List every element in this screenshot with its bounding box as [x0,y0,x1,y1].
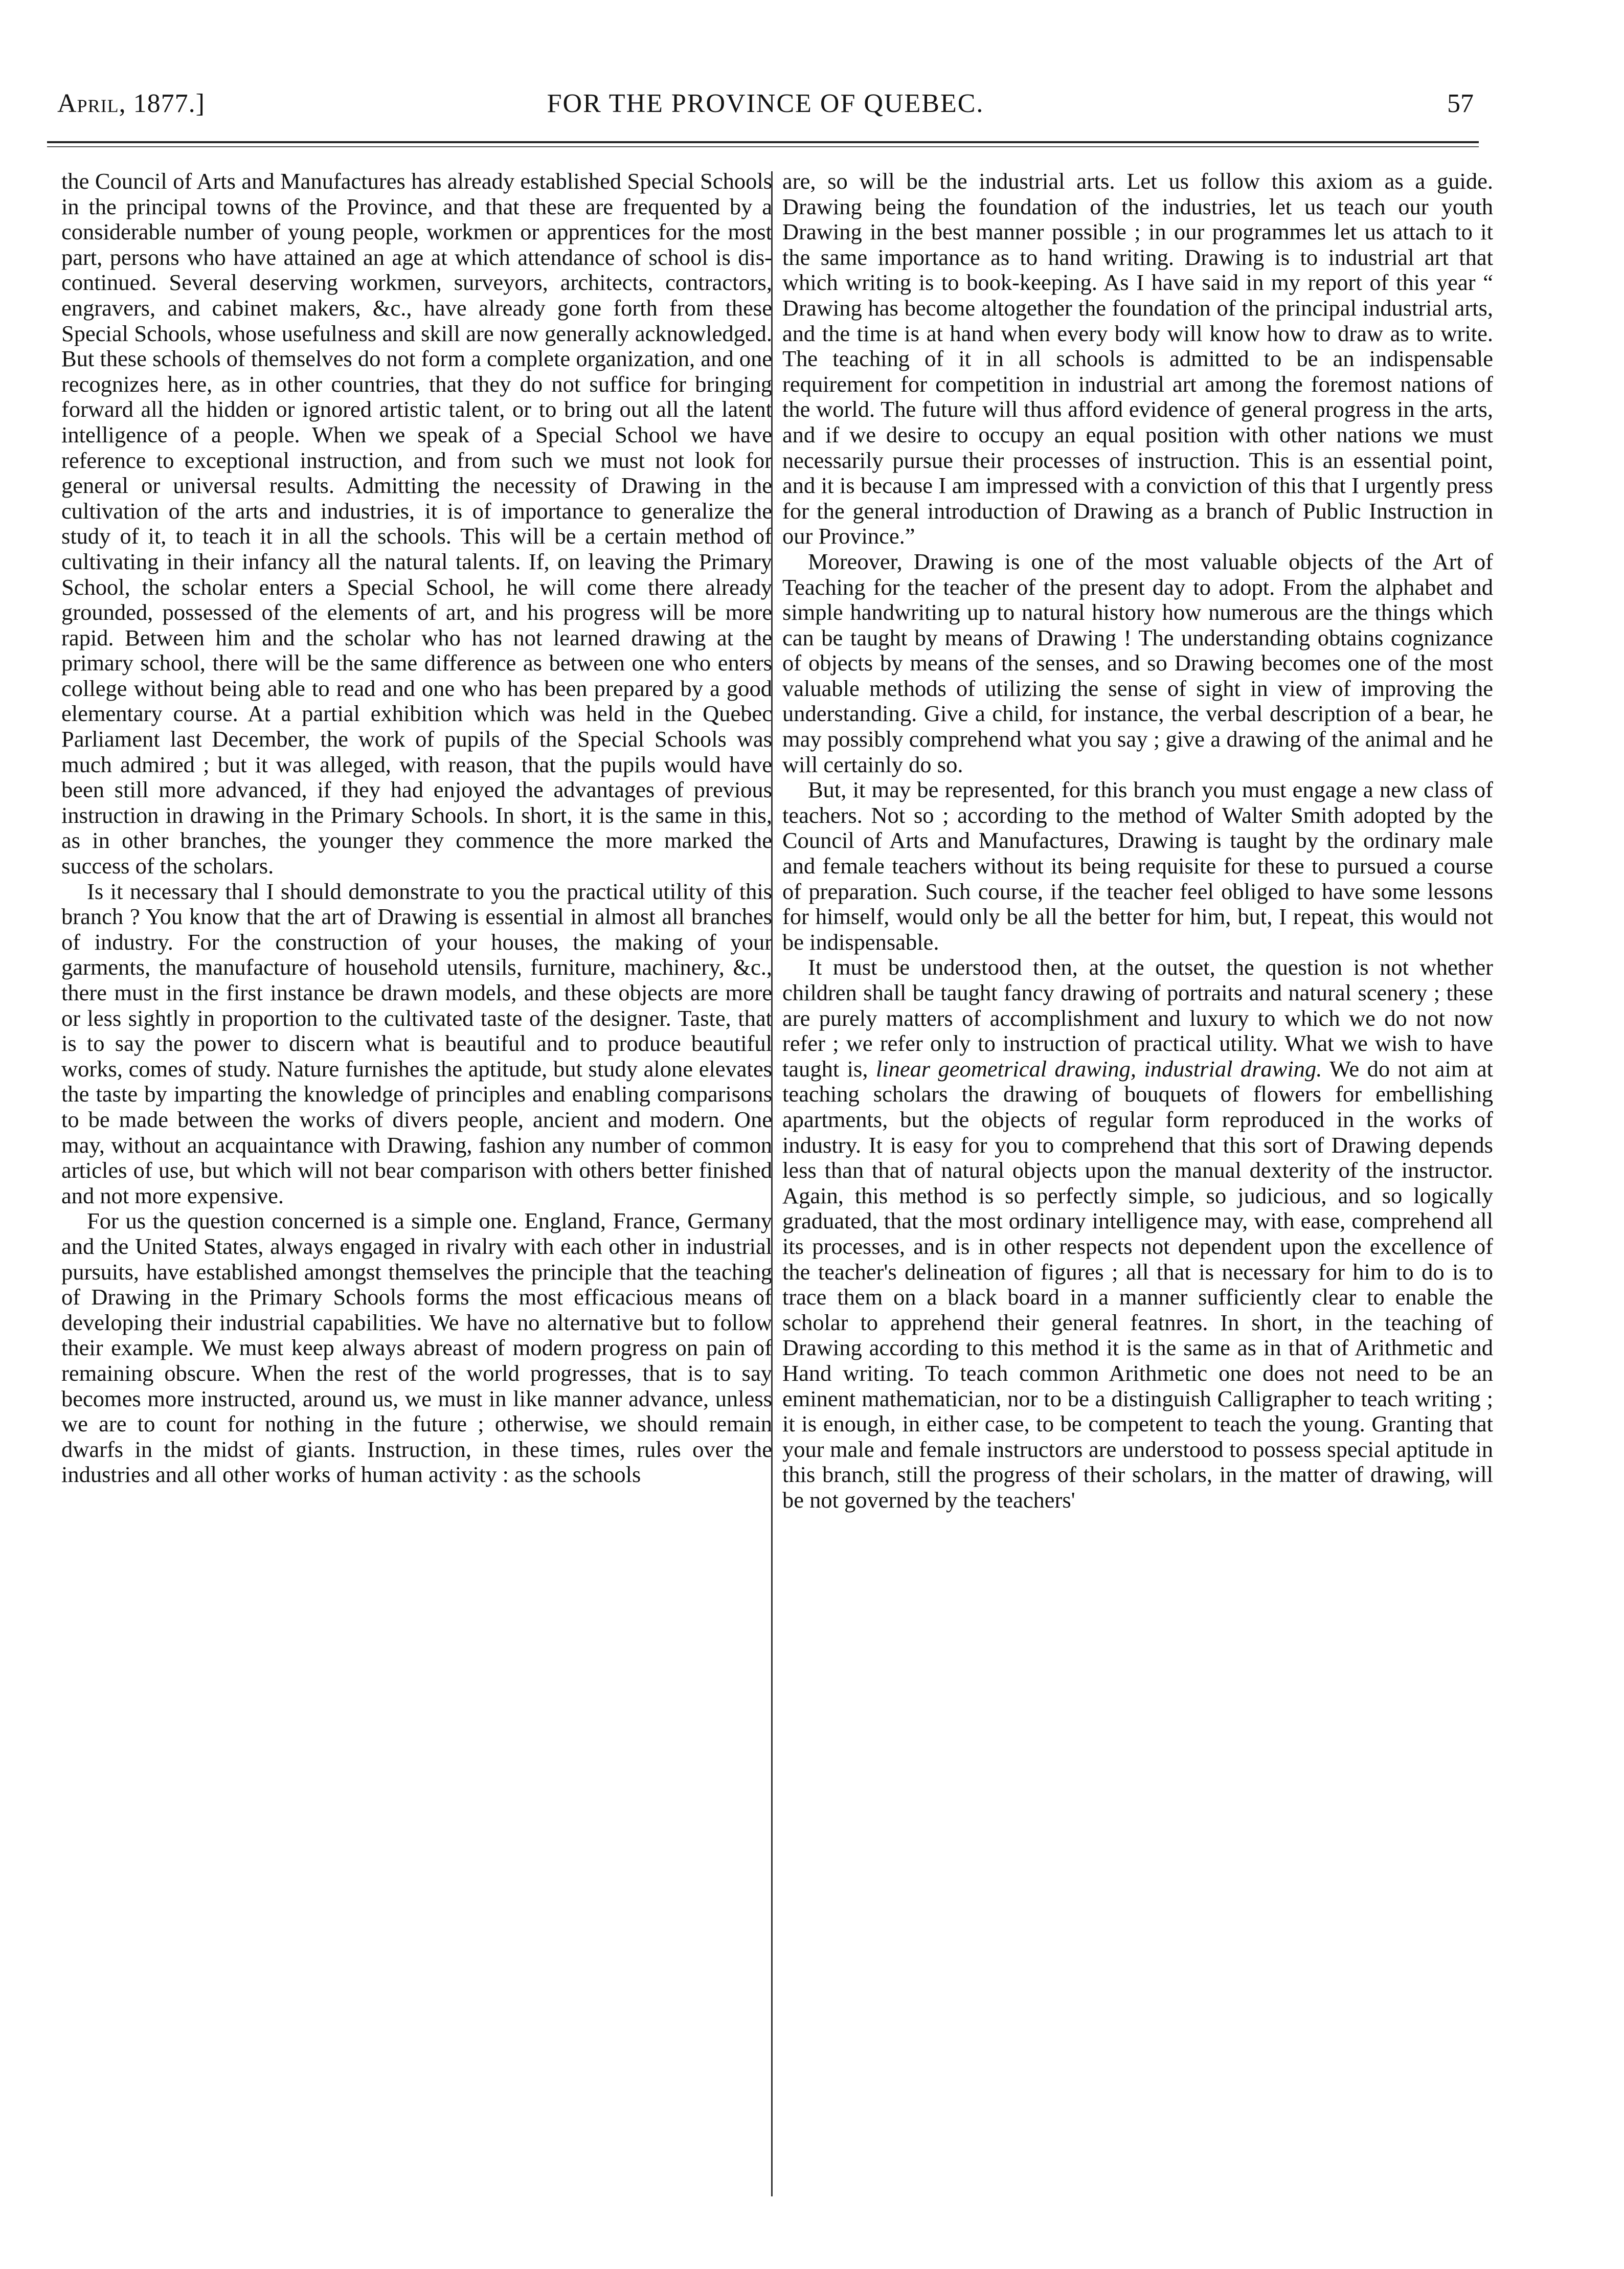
paragraph-text: It must be understood then, at the outset, the question is not whether children shall be taught fancy drawing of portraits and natural scenery ; these are purely matters of accomplishment and luxury to which we do not now refer ; we refer only to instruction of practical utility. What we wish to have taught is, [782,954,1493,1082]
header-rule [47,141,1479,143]
paragraph: are, so will be the industrial arts. Let us follow this axiom as a guide. Drawing being the foundation of the industries, let us teach our youth Drawing in the best manner possible ; in our programmes let us attach to it the same importance as to hand writing. Drawing is to industrial art that which writing is to book-keeping. As I have said in my report of this year “ Drawing has become altogether the foundation of the principal industrial arts, and the time is at hand when every body will know how to draw as to write. The teaching of it in all schools is admitted to be an indispensable requirement for competition in industrial art among the foremost nations of the world. The future will thus afford evidence of general progress in the arts, and if we desire to occupy an equal position with other nations we must necessarily pursue their processes of instruction. This is an essential point, and it is because I am impressed with a conviction of this that I urgently press for the general introduction of Drawing as a branch of Public Instruction in our Province.” [782,169,1493,549]
journal-title: FOR THE PROVINCE OF QUEBEC. [547,89,984,118]
paragraph-text: We do not aim at teaching scholars the drawing of bouquets of flowers for embellishing apartments, but the objects of regular form reproduced in the works of industry. It is easy for you to comprehend that this sort of Drawing depends less than that of natural objects upon the manual dexterity of the instructor. Again, this method is so perfectly simple, so judicious, and so logically graduated, that the most ordinary intelligence may, with ease, comprehend all its processes, and is in other respects not dependent upon the excellence of the teacher's delineation of figures ; all that is necessary for him to do is to trace them on a black board in a manner sufficiently clear to enable the scholar to apprehend their general featnres. In short, in the teaching of Drawing according to this method it is the same as in that of Arithmetic and Hand writing. To teach common Arithmetic one does not need to be an eminent mathematician, nor to be a distinguish Calligrapher to teach writing ; it is enough, in either case, to be competent to teach the young. Granting that your male and female instructors are understood to possess special aptitude in this branch, still the progress of their scholars, in the matter of drawing, will be not governed by the teachers' [782,1055,1493,1513]
page-number: 57 [1447,89,1474,118]
paragraph: For us the question concerned is a simple one. England, France, Germany and the United States, always engaged in rivalry with each other in industrial pursuits, have established amongst themselves the principle that the teaching of Drawing in the Primary Schools forms the most efficacious means of developing their industrial capabilities. We have no alternative but to follow their example. We must keep always abreast of modern progress on pain of remaining obscure. When the rest of the world progresses, that is to say becomes more instructed, around us, we must in like manner advance, unless we are to count for nothing in the future ; otherwise, we should remain dwarfs in the midst of giants. Instruction, in these times, rules over the industries and all other works of human activity : as the schools [61,1208,772,1488]
left-column [61,169,772,2204]
paragraph: the Council of Arts and Manufactures has already established Special Schools in the principal towns of the Province, and that these are frequented by a considerable number of young people, workmen or apprentices for the most part, persons who have attained an age at which attendance of school is dis-continued. Several deserving workmen, surveyors, architects, contractors, engravers, and cabinet makers, &c., have already gone forth from these Special Schools, whose usefulness and skill are now generally acknowledged. But these schools of themselves do not form a complete organization, and one recognizes here, as in other countries, that they do not suffice for bringing forward all the hidden or ignored artistic talent, or to bring out all the latent intelligence of a people. When we speak of a Special School we have reference to exceptional instruction, and from such we must not look for general or universal results. Admitting the necessity of Drawing in the cultivation of the arts and industries, it is of importance to generalize the study of it, to teach it in all the schools. This will be a certain method of cultivating in their infancy all the natural talents. If, on leaving the Primary School, the scholar enters a Special School, he will come there already grounded, possessed of the elements of art, and his progress will be more rapid. Between him and the scholar who has not learned drawing at the primary school, there will be the same difference as between one who enters college without being able to read and one who has been prepared by a good elementary course. At a partial exhibition which was held in the Quebec Parliament last December, the work of pupils of the Special Schools was much admired ; but it was alleged, with reason, that the pupils would have been still more advanced, if they had enjoyed the advantages of previous instruction in drawing in the Primary Schools. In short, it is the same in this, as in other branches, the younger they commence the more marked the success of the scholars. [61,169,772,879]
issue-date: April, 1877.] [57,89,205,118]
paragraph: Is it necessary thal I should demonstrate to you the practical utility of this branch ? You know that the art of Drawing is essential in almost all branches of industry. For the construction of your houses, the making of your garments, the manufacture of household utensils, furniture, machinery, &c., there must in the first instance be drawn models, and these objects are more or less sightly in proportion to the cultivated taste of the designer. Taste, that is to say the power to discern what is beautiful and to produce beautiful works, comes of study. Nature furnishes the aptitude, but study alone elevates the taste by imparting the knowledge of principles and enabling comparisons to be made between the works of divers people, ancient and modern. One may, without an acquaintance with Drawing, fashion any number of common articles of use, but which will not bear comparison with others better finished and not more expensive. [61,878,772,1208]
column-divider [771,171,773,2196]
italic-phrase: linear geometrical drawing, industrial drawing. [875,1055,1322,1082]
paragraph: Moreover, Drawing is one of the most valuable objects of the Art of Teaching for the teacher of the present day to adopt. From the alphabet and simple handwriting up to natural history how numerous are the things which can be taught by means of Drawing ! The understanding obtains cognizance of objects by means of the senses, and so Drawing becomes one of the most valuable methods of utilizing the sense of sight in view of improving the understanding. Give a child, for instance, the verbal description of a bear, he may possibly comprehend what you say ; give a drawing of the animal and he will certainly do so. [782,548,1493,777]
header-rule-thin [47,146,1479,147]
paragraph: But, it may be represented, for this branch you must engage a new class of teachers. Not so ; according to the method of Walter Smith adopted by the Council of Arts and Manufactures, Drawing is taught by the ordinary male and female teachers without its being requisite for these to pursued a course of preparation. Such course, if the teacher feel obliged to have some lessons for himself, would only be all the better for him, but, I repeat, this would not be indispensable. [782,777,1493,955]
right-column [782,169,1493,2204]
running-head [57,86,1474,122]
paragraph [782,955,1493,1513]
